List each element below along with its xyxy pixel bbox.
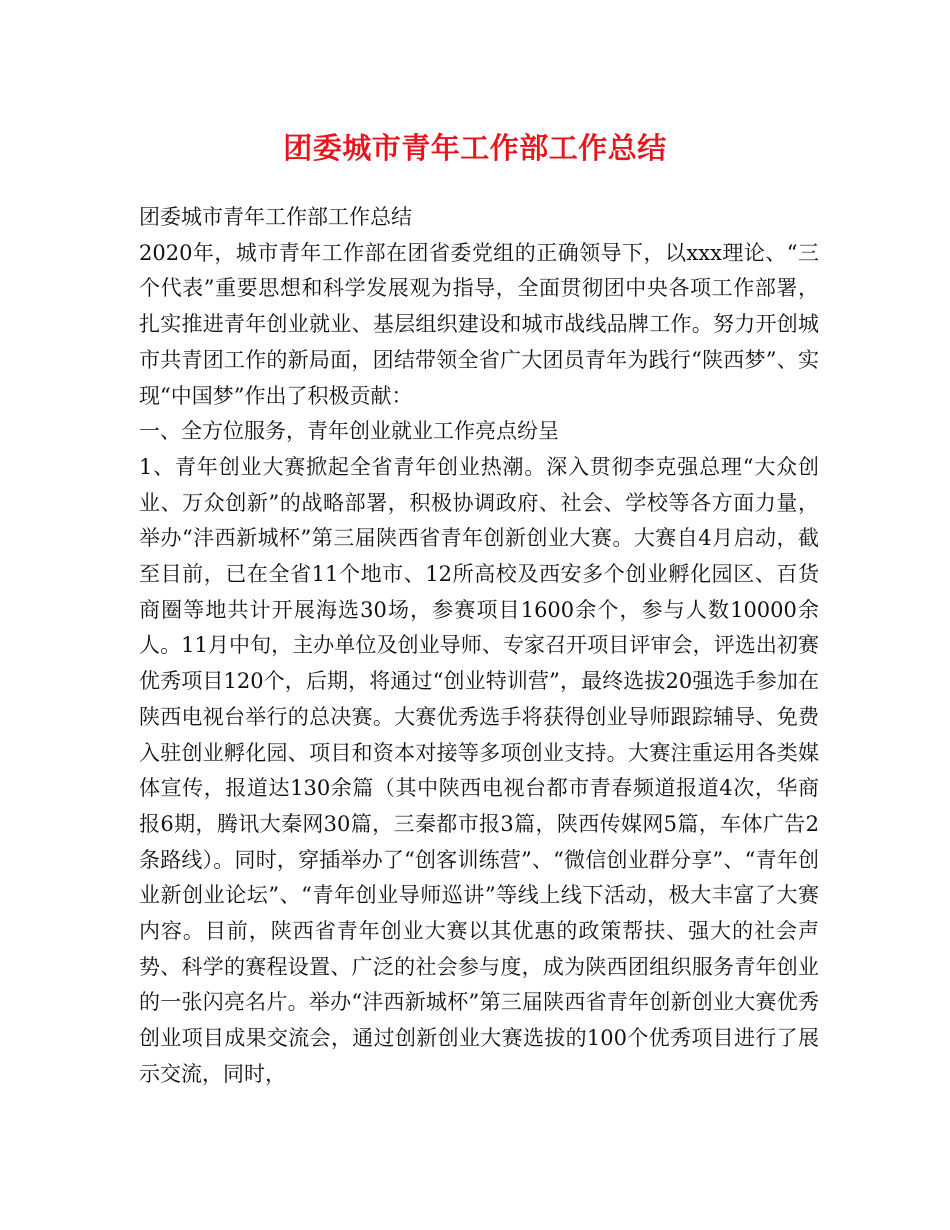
intro-paragraph: 2020年，城市青年工作部在团省委党组的正确领导下，以xxx理论、“三个代表”重要思想和科学发展观为指导，全面贯彻团中央各项工作部署，扎实推进青年创业就业、基层组织建设和城市战线品牌工作。努力开创城市共青团工作的新局面，团结带领全省广大团员青年为践行“陕西梦”、实现“中国梦”作出了积极贡献： (139, 240, 819, 408)
document-body (139, 200, 819, 1093)
section-paragraph: 1、青年创业大赛掀起全省青年创业热潮。深入贯彻李克强总理“大众创业、万众创新”的战略部署，积极协调政府、社会、学校等各方面力量，举办“沣西新城杯”第三届陕西省青年创新创业大赛。大赛自4月启动，截至目前，已在全省11个地市、12所高校及西安多个创业孵化园区、百货商圈等地共计开展海选30场，参赛项目1600余个，参与人数10000余人。11月中旬，主办单位及创业导师、专家召开项目评审会，评选出初赛优秀项目120个，后期，将通过“创业特训营”，最终选拔20强选手参加在陕西电视台举行的总决赛。大赛优秀选手将获得创业导师跟踪辅导、免费入驻创业孵化园、项目和资本对接等多项创业支持。大赛注重运用各类媒体宣传，报道达130余篇（其中陕西电视台都市青春频道报道4次，华商报6期，腾讯大秦网30篇，三秦都市报3篇，陕西传媒网5篇，车体广告2条路线）。同时，穿插举办了“创客训练营”、“微信创业群分享”、“青年创业新创业论坛”、“青年创业导师巡讲”等线上线下活动，极大丰富了大赛内容。目前，陕西省青年创业大赛以其优惠的政策帮扶、强大的社会声势、科学的赛程设置、广泛的社会参与度，成为陕西团组织服务青年创业的一张闪亮名片。举办“沣西新城杯”第三届陕西省青年创新创业大赛优秀创业项目成果交流会，通过创新创业大赛选拔的100个优秀项目进行了展示交流，同时， (139, 454, 819, 1086)
body-subtitle: 团委城市青年工作部工作总结 (139, 205, 412, 229)
document-title: 团委城市青年工作部工作总结 (283, 131, 667, 165)
section-heading: 一、全方位服务，青年创业就业工作亮点纷呈 (139, 419, 559, 444)
